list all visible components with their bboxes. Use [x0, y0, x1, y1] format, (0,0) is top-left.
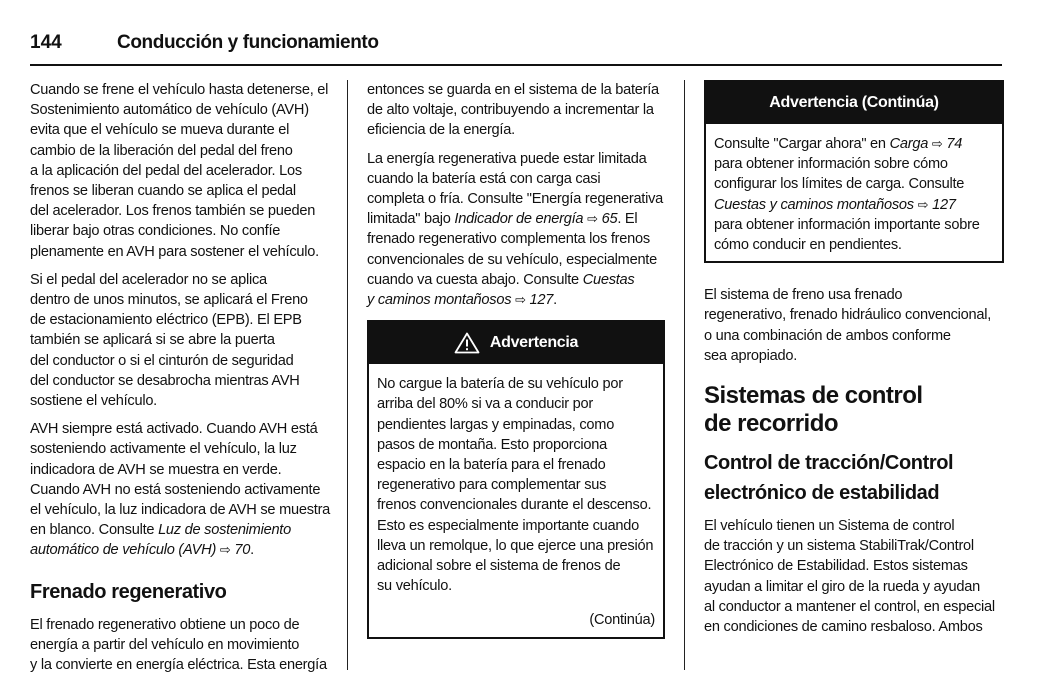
title-line: Sistemas de control	[704, 382, 923, 410]
cross-reference-link[interactable]: Indicador de energía	[454, 211, 584, 228]
text-line: entonces se guarda en el sistema de la batería	[367, 82, 659, 98]
chapter-title: Conducción y funcionamiento	[117, 32, 379, 53]
warning-triangle-icon	[454, 332, 480, 354]
section-heading-frenado-regenerativo: Frenado regenerativo	[30, 580, 227, 603]
text-segment: . El	[617, 211, 638, 228]
warning-title: Advertencia (Continúa)	[769, 93, 939, 111]
text-line: sosteniendo activamente el vehículo, la luz	[30, 441, 297, 458]
text-line: La energía regenerativa puede estar limitada	[367, 150, 647, 167]
text-line: Esto es especialmente importante cuando	[377, 517, 640, 534]
text-segment: cuando va cuesta abajo. Consulte	[367, 271, 583, 288]
text-line: AVH siempre está activado. Cuando AVH está	[30, 421, 318, 438]
page-reference[interactable]: 74	[946, 136, 963, 152]
warning-title: Advertencia	[489, 334, 579, 352]
warning-body	[369, 364, 663, 636]
paragraph-traction-intro	[704, 516, 1004, 637]
text-line: automático de vehículo (AVH) ⇨ 70.	[30, 542, 254, 559]
text-line: y la convierte en energía eléctrica. Esta energía	[30, 657, 327, 674]
paragraph-energy-storage	[367, 80, 665, 141]
warning-body	[706, 124, 1002, 261]
text-line: su vehículo.	[377, 578, 452, 595]
text-line: sostiene el vehículo.	[30, 393, 157, 410]
text-line: pasos de montaña. Esto proporciona	[377, 436, 608, 453]
text-line: para obtener información sobre cómo	[714, 156, 948, 173]
text-line: de alto voltaje, contribuyendo a incrementar la	[367, 102, 654, 119]
text-line: frenos convencionales durante el descenso.	[377, 497, 652, 514]
cross-reference-link[interactable]: Cuestas y caminos montañosos	[714, 196, 914, 213]
text-line: liberar bajo otras condiciones. No confíe	[30, 223, 281, 240]
text-line: también se aplicará si se abre la puerta	[30, 332, 275, 349]
text-line: Cuando AVH no está sosteniendo activamente	[30, 481, 321, 498]
section-heading-traction-control	[704, 448, 1004, 508]
arrow-right-outline-icon: ⇨	[587, 211, 598, 227]
text-line: y caminos montañosos ⇨ 127.	[367, 292, 557, 309]
text-segment: en blanco. Consulte	[30, 522, 159, 539]
page-reference[interactable]: 127	[529, 292, 554, 309]
text-line: arriba del 80% si va a conducir por	[377, 396, 593, 413]
text-line: Electrónico de Estabilidad. Estos sistemas	[704, 558, 968, 575]
text-line: de estacionamiento eléctrico (EPB). El EPB	[30, 312, 302, 329]
paragraph-brake-system	[704, 285, 1004, 366]
warning-box	[367, 320, 665, 638]
text-line: configurar los límites de carga. Consulte	[714, 176, 965, 193]
page-number: 144	[30, 32, 62, 53]
continued-label: (Continúa)	[589, 612, 655, 629]
text-line: evita que el vehículo se mueva durante el	[30, 122, 290, 139]
column-divider	[684, 80, 685, 670]
text-line: el vehículo, la luz indicadora de AVH se muestra	[30, 502, 331, 519]
paragraph-avh-intro	[30, 80, 336, 262]
text-line: a la aplicación del pedal del acelerador. Los	[30, 162, 302, 179]
text-line: en condiciones de camino resbaloso. Ambos	[704, 619, 983, 636]
text-line: Si el pedal del acelerador no se aplica	[30, 271, 267, 288]
cross-reference-link[interactable]: Carga	[889, 136, 929, 152]
arrow-right-outline-icon: ⇨	[931, 136, 943, 151]
warning-box-continued	[704, 80, 1004, 263]
text-line: Sostenimiento automático de vehículo (AVH)	[30, 102, 309, 119]
text-line	[714, 134, 994, 154]
cross-reference-link[interactable]: Luz de sostenimiento	[158, 522, 291, 539]
text-line: energía a partir del vehículo en movimiento	[30, 636, 300, 653]
text-line: El sistema de freno usa frenado	[704, 287, 903, 304]
text-line: El frenado regenerativo obtiene un poco de	[30, 616, 300, 633]
text-line: eficiencia de la energía.	[367, 122, 515, 139]
text-line: No cargue la batería de su vehículo por	[377, 376, 623, 393]
text-line: Cuando se frene el vehículo hasta detenerse, el	[30, 82, 329, 98]
text-line	[367, 209, 665, 229]
text-line: regenerativo, frenado hidráulico convencional,	[704, 307, 992, 324]
cross-reference-link[interactable]: y caminos montañosos	[367, 292, 512, 309]
arrow-right-outline-icon: ⇨	[219, 542, 231, 558]
text-line: completa o fría. Consulte "Energía regenerativa	[367, 191, 664, 208]
cross-reference-link[interactable]: Cuestas	[582, 271, 635, 288]
text-line: cambio de la liberación del pedal del freno	[30, 142, 293, 159]
text-line: frenado regenerativo complementa los frenos	[367, 231, 650, 248]
text-line	[367, 270, 665, 290]
page-reference[interactable]: 127	[932, 196, 956, 213]
column-3	[704, 80, 1004, 645]
warning-header	[706, 82, 1002, 124]
page-header	[30, 30, 1002, 66]
page-reference[interactable]: 70	[234, 542, 251, 559]
text-line: cuando la batería está con carga casi	[367, 170, 601, 187]
column-1	[30, 80, 336, 683]
text-line: del acelerador. Los frenos también se pueden	[30, 203, 316, 220]
paragraph-epb	[30, 270, 336, 411]
page-reference[interactable]: 65	[601, 211, 618, 228]
text-line: dentro de unos minutos, se aplicará el Freno	[30, 292, 308, 309]
text-line: al conductor a mantener el control, en especial	[704, 598, 995, 615]
text-line: del conductor se desabrocha mientras AVH	[30, 372, 300, 389]
text-line: sea apropiado.	[704, 347, 798, 364]
text-line: indicadora de AVH se muestra en verde.	[30, 461, 282, 478]
section-title-sistemas-control	[704, 382, 1004, 438]
text-line: de tracción y un sistema StabiliTrak/Control	[704, 538, 974, 555]
text-line: frenos se liberan cuando se aplica el pedal	[30, 183, 296, 200]
text-line: lleva un remolque, lo que ejerce una presión	[377, 537, 654, 554]
text-line: convencionales de su vehículo, especialmente	[367, 251, 657, 268]
text-segment: limitada" bajo	[367, 211, 455, 228]
text-line	[30, 520, 336, 540]
column-divider	[347, 80, 348, 670]
cross-reference-link[interactable]: automático de vehículo (AVH)	[30, 542, 217, 559]
title-line: de recorrido	[704, 410, 839, 438]
title-line: electrónico de estabilidad	[704, 482, 940, 505]
text-line: cómo conducir en pendientes.	[714, 237, 902, 254]
text-line: espacio en la batería para el frenado	[377, 457, 606, 474]
text-line: regenerativo para complementar sus	[377, 477, 607, 494]
paragraph-regenerative-intro	[30, 615, 336, 676]
title-line: Control de tracción/Control	[704, 452, 954, 475]
paragraph-energy-limited	[367, 149, 665, 311]
text-line: El vehículo tienen un Sistema de control	[704, 518, 955, 535]
warning-header	[369, 322, 663, 364]
text-line: o una combinación de ambos conforme	[704, 327, 951, 344]
text-line: para obtener información importante sobre	[714, 216, 980, 233]
text-segment: Consulte "Cargar ahora" en	[714, 136, 890, 152]
column-2	[367, 80, 665, 639]
text-line	[714, 195, 994, 215]
text-line: plenamente en AVH para sostener el vehículo.	[30, 243, 319, 260]
text-line: adicional sobre el sistema de frenos de	[377, 558, 621, 575]
text-line: del conductor o si el cinturón de seguridad	[30, 352, 294, 369]
paragraph-avh-indicator	[30, 419, 336, 560]
text-line: ayudan a limitar el giro de la rueda y ayudan	[704, 578, 980, 595]
arrow-right-outline-icon: ⇨	[917, 196, 929, 212]
arrow-right-outline-icon: ⇨	[515, 292, 526, 308]
text-line: pendientes largas y empinadas, como	[377, 416, 615, 433]
